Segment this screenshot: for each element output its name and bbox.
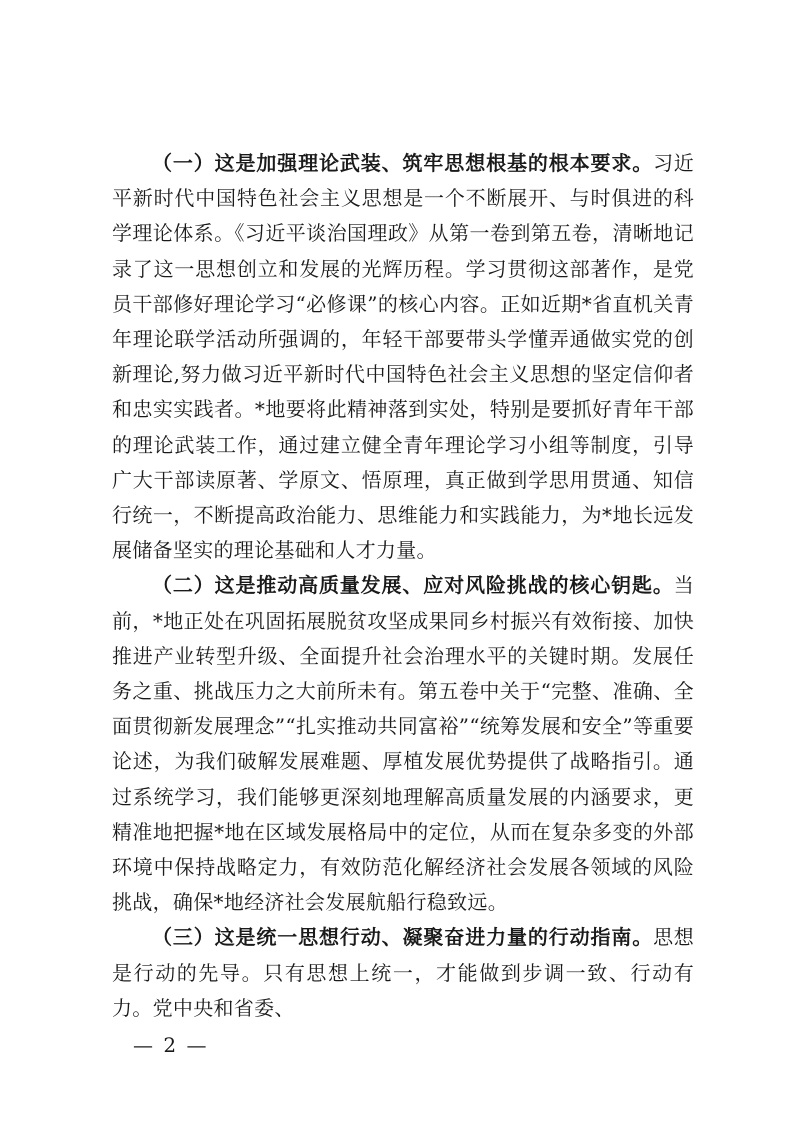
paragraph-2-text: 当前，*地正处在巩固拓展脱贫攻坚成果同乡村振兴有效衔接、加快推进产业转型升级、全面提升社会治理水平的关键时期。发展任务之重、挑战压力之大前所未有。第五卷中关于“完整、准确、全面贯彻新发展理念”“扎实推动共同富裕”“统筹发展和安全”等重要论述，为我们破解发展难题、厚植发展优势提供了战略指引。通过系统学习，我们能够更深刻地理解高质量发展的内涵要求，更精准地把握*地在区域发展格局中的定位，从而在复杂多变的外部环境中保持战略定力，有效防范化解经济社会发展各领域的风险挑战，确保*地经济社会发展航船行稳致远。 xyxy=(112,573,694,915)
paragraph-1-heading: （一）这是加强理论武装、筑牢思想根基的根本要求。 xyxy=(152,151,654,175)
paragraph-3-text: 思想是行动的先导。只有思想上统一，才能做到步调一致、行动有力。党中央和省委、 xyxy=(112,925,694,1020)
document-body xyxy=(112,146,694,1026)
paragraph-1-text: 习近平新时代中国特色社会主义思想是一个不断展开、与时俱进的科学理论体系。《习近平谈治国理政》从第一卷到第五卷，清晰地记录了这一思想创立和发展的光辉历程。学习贯彻这部著作，是党员干部修好理论学习“必修课”的核心内容。正如近期*省直机关青年理论联学活动所强调的，年轻干部要带头学懂弄通做实党的创新理论,努力做习近平新时代中国特色社会主义思想的坚定信仰者和忠实实践者。*地要将此精神落到实处，特别是要抓好青年干部的理论武装工作，通过建立健全青年理论学习小组等制度，引导广大干部读原著、学原文、悟原理，真正做到学思用贯通、知信行统一，不断提高政治能力、思维能力和实践能力，为*地长远发展储备坚实的理论基础和人才力量。 xyxy=(112,151,694,563)
paragraph-1 xyxy=(112,146,694,568)
paragraph-2-heading: （二）这是推动高质量发展、应对风险挑战的核心钥匙。 xyxy=(152,573,674,598)
paragraph-2 xyxy=(112,568,694,920)
paragraph-3 xyxy=(112,920,694,1026)
page-number: — 2 — xyxy=(133,1033,209,1057)
paragraph-3-heading: （三）这是统一思想行动、凝聚奋进力量的行动指南。 xyxy=(152,925,654,950)
